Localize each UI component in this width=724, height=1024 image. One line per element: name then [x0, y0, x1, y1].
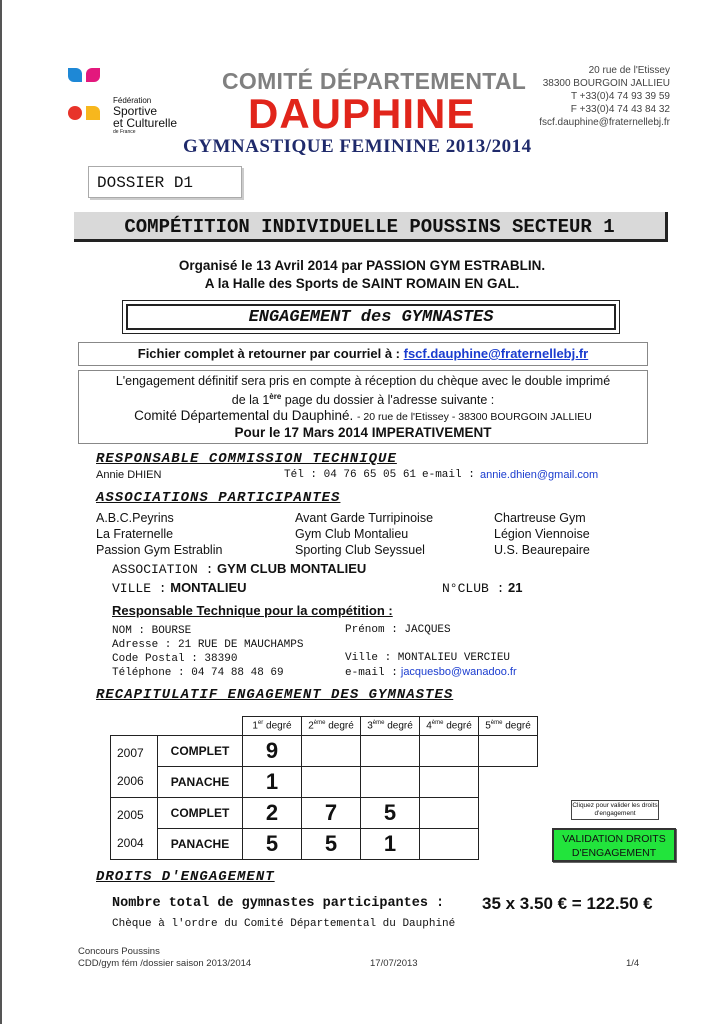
responsable-competition-left: [112, 624, 303, 680]
associations-col-1: [96, 510, 222, 558]
nclub-label: N°CLUB :: [442, 581, 505, 596]
validation-button-line-2: D'ENGAGEMENT: [571, 847, 657, 859]
count-cell[interactable]: 5: [302, 829, 361, 860]
rc-adresse: Adresse : 21 RUE DE MAUCHAMPS: [112, 639, 304, 651]
kind-cell: PANACHE: [158, 829, 243, 860]
organise-line-1: Organisé le 13 Avril 2014 par PASSION GYM ESTRABLIN.: [178, 258, 546, 273]
club-association-row: [112, 561, 366, 577]
footer-line-1: Concours Poussins: [78, 946, 160, 957]
address-fax: F +33(0)4 74 43 84 32: [570, 104, 670, 115]
count-cell[interactable]: [420, 767, 479, 798]
association-item: Gym Club Montalieu: [295, 527, 409, 541]
association-item: Avant Garde Turripinoise: [295, 511, 434, 525]
notice-line-2: de la 1ère page du dossier à l'adresse suivante :: [231, 392, 495, 408]
rc-ville: Ville : MONTALIEU VERCIEU: [345, 652, 511, 664]
responsable-email[interactable]: annie.dhien@gmail.com: [480, 469, 599, 481]
logo-sportive: Sportive: [113, 104, 158, 118]
count-cell[interactable]: 1: [243, 767, 302, 798]
count-cell[interactable]: [420, 736, 479, 767]
degree-header: 1er degré: [243, 717, 302, 736]
count-cell[interactable]: 9: [243, 736, 302, 767]
nclub-value: 21: [508, 580, 523, 595]
recap-heading: RECAPITULATIF ENGAGEMENT DES GYMNASTES: [96, 687, 454, 703]
associations-col-2: [295, 510, 433, 558]
competition-title: COMPÉTITION INDIVIDUELLE POUSSINS SECTEUR 1: [74, 212, 668, 242]
degree-header: 4ème degré: [420, 717, 479, 736]
notice-line-1: L'engagement définitif sera pris en compte à réception du chèque avec le double imprimé: [115, 374, 611, 388]
engagement-notice-box: [78, 370, 648, 444]
table-row: [111, 767, 538, 798]
club-ville-row: [112, 580, 247, 596]
count-cell[interactable]: 1: [361, 829, 420, 860]
association-item: U.S. Beaurepaire: [494, 543, 590, 557]
validation-hint: Cliquez pour valider les droits d'engagement: [571, 800, 659, 820]
logo-federation: Fédération: [113, 96, 152, 105]
logo-square-blue: [68, 68, 82, 82]
footer-line-2: CDD/gym fém /dossier saison 2013/2014: [78, 958, 252, 969]
fscf-logo: [68, 68, 188, 134]
associations-col-3: [494, 510, 590, 558]
responsable-competition-heading: Responsable Technique pour la compétition :: [112, 603, 393, 618]
recap-header-row: [111, 717, 538, 736]
degree-header: 5ème degré: [479, 717, 538, 736]
logo-de-france: de France: [113, 129, 136, 135]
recap-table: [110, 716, 538, 860]
header-address: [539, 64, 670, 129]
engagement-title: ENGAGEMENT des GYMNASTES: [126, 304, 616, 330]
responsable-tel: Tél : 04 76 65 05 61: [284, 469, 417, 481]
droits-heading: DROITS D'ENGAGEMENT: [96, 869, 275, 885]
count-cell[interactable]: 7: [302, 798, 361, 829]
ville-value: MONTALIEU: [170, 580, 247, 595]
association-item: A.B.C.Peyrins: [96, 511, 174, 525]
count-cell[interactable]: 5: [361, 798, 420, 829]
fichier-box: [78, 342, 648, 366]
footer-page: 1/4: [626, 958, 640, 969]
notice-line-3: Comité Départemental du Dauphiné. - 20 rue de l'Etissey - 38300 BOURGOIN JALLIEU: [134, 408, 592, 424]
organise-line-2: A la Halle des Sports de SAINT ROMAIN EN GAL.: [204, 276, 520, 291]
address-email: fscf.dauphine@fraternellebj.fr: [539, 117, 670, 128]
count-cell[interactable]: [302, 736, 361, 767]
association-item: La Fraternelle: [96, 527, 174, 541]
responsable-name: Annie DHIEN: [96, 469, 162, 481]
count-cell[interactable]: [420, 829, 479, 860]
count-cell[interactable]: [302, 767, 361, 798]
fichier-email-link[interactable]: fscf.dauphine@fraternellebj.fr: [403, 346, 589, 361]
rc-telephone: Téléphone : 04 74 88 48 69: [112, 667, 284, 679]
count-cell[interactable]: 5: [243, 829, 302, 860]
dossier-label: DOSSIER D1: [88, 166, 242, 198]
gymnastique-title: GYMNASTIQUE FEMININE 2013/2014: [183, 136, 532, 157]
responsable-email-label: e-mail :: [422, 469, 475, 481]
kind-cell: PANACHE: [158, 767, 243, 798]
kind-cell: COMPLET: [158, 798, 243, 829]
validation-button[interactable]: [552, 828, 676, 862]
logo-culturelle: et Culturelle: [113, 116, 178, 130]
rc-email-label: e-mail :: [345, 667, 398, 679]
club-number-row: [442, 580, 523, 596]
page-left-border: [0, 0, 2, 1024]
fichier-text: Fichier complet à retourner par courriel à :: [137, 346, 400, 361]
association-item: Chartreuse Gym: [494, 511, 586, 525]
comite-title: COMITÉ DÉPARTEMENTAL: [222, 68, 527, 94]
association-item: Légion Viennoise: [494, 527, 590, 541]
dauphine-title: DAUPHINE: [248, 90, 476, 137]
degree-header: 3ème degré: [361, 717, 420, 736]
address-city: 38300 BOURGOIN JALLIEU: [542, 78, 670, 89]
rc-nom: NOM : BOURSE: [112, 625, 192, 637]
logo-square-pink: [86, 68, 100, 82]
responsable-commission-heading: RESPONSABLE COMMISSION TECHNIQUE: [96, 451, 397, 467]
logo-square-red: [68, 106, 82, 120]
engagement-title-box: [122, 300, 620, 334]
association-item: Sporting Club Seyssuel: [295, 543, 425, 557]
association-label: ASSOCIATION :: [112, 562, 214, 577]
table-row: [111, 829, 538, 860]
association-item: Passion Gym Estrablin: [96, 543, 223, 557]
association-value: GYM CLUB MONTALIEU: [217, 561, 367, 576]
rc-email-row: [345, 666, 517, 679]
notice-line-4: Pour le 17 Mars 2014 IMPERATIVEMENT: [234, 425, 492, 441]
rc-prenom: Prénom : JACQUES: [345, 624, 451, 636]
droits-formula: 35 x 3.50 € = 122.50 €: [482, 894, 653, 913]
droits-label: Nombre total de gymnastes participantes :: [112, 896, 445, 911]
droits-cheque: Chèque à l'ordre du Comité Départemental du Dauphiné: [112, 918, 456, 930]
count-cell[interactable]: [361, 736, 420, 767]
years-cell: 2007 2006: [111, 736, 158, 798]
ville-label: VILLE :: [112, 581, 167, 596]
degree-header: 2ème degré: [302, 717, 361, 736]
years-cell: 2005 2004: [111, 798, 158, 860]
kind-cell: COMPLET: [158, 736, 243, 767]
rc-email[interactable]: jacquesbo@wanadoo.fr: [400, 666, 517, 678]
table-row: [111, 736, 538, 767]
validation-button-line-1: VALIDATION DROITS: [562, 833, 666, 845]
count-cell[interactable]: [479, 736, 538, 767]
rc-code-postal: Code Postal : 38390: [112, 653, 238, 665]
logo-square-yellow: [86, 106, 100, 120]
footer-left: [78, 946, 251, 970]
footer-date: 17/07/2013: [370, 958, 418, 969]
count-cell[interactable]: [420, 798, 479, 829]
table-row: [111, 798, 538, 829]
count-cell[interactable]: [361, 767, 420, 798]
address-phone: T +33(0)4 74 93 39 59: [570, 91, 670, 102]
address-street: 20 rue de l'Etissey: [588, 65, 670, 76]
associations-heading: ASSOCIATIONS PARTICIPANTES: [96, 490, 341, 506]
count-cell[interactable]: 2: [243, 798, 302, 829]
